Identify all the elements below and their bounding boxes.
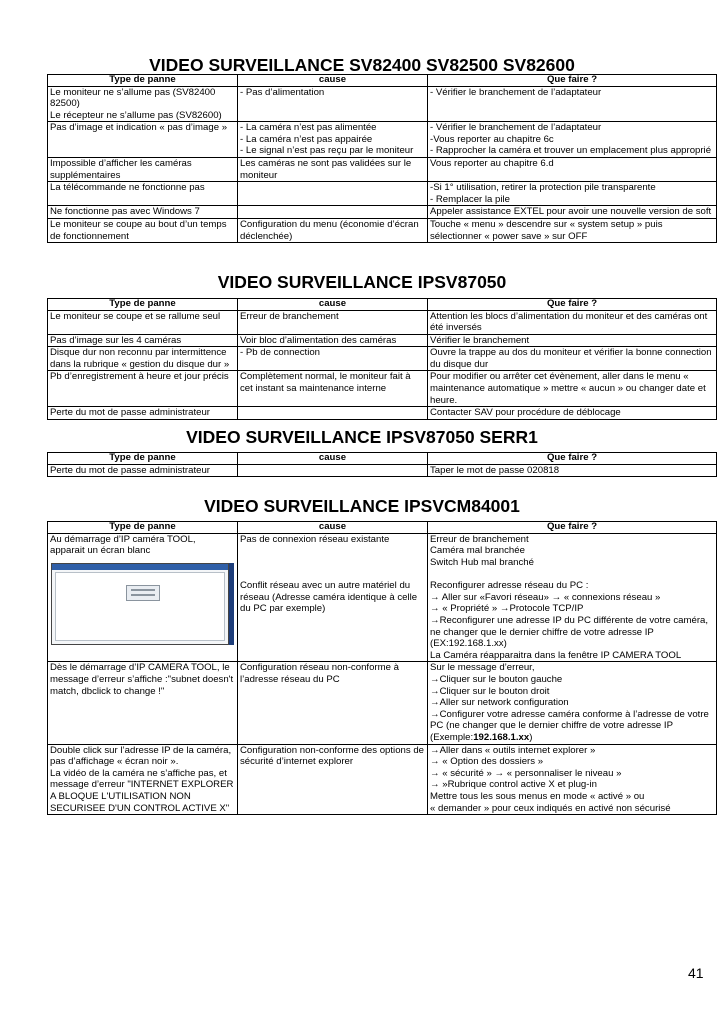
header-action: Que faire ? <box>428 453 717 465</box>
table-row <box>48 334 717 347</box>
cell-line: -Vous reporter au chapitre 6c <box>430 133 554 145</box>
table-row <box>48 158 717 182</box>
section-title-sv82400: VIDEO SURVEILLANCE SV82400 SV82500 SV82600 <box>149 55 575 75</box>
cell-line: La vidéo de la caméra ne s’affiche pas, et message d’erreur "INTERNET EXPLORER A BLOQUE L'UTILISATION NON SECURISEE D'UN CONTROL ACTIVE X" <box>50 767 234 814</box>
cell-line: La Caméra réapparaitra dans la fenêtre IP CAMERA TOOL <box>430 649 682 661</box>
action-cell <box>428 310 717 334</box>
cause-cell <box>238 219 428 243</box>
cell-line: Erreur de branchement <box>240 310 339 322</box>
ip-camera-tool-screenshot <box>51 563 229 645</box>
cell-line: - Remplacer la pile <box>430 193 510 205</box>
cause-cell <box>238 744 428 815</box>
cell-line: Complètement normal, le moniteur fait à cet instant sa maintenance interne <box>240 371 411 395</box>
header-cause: cause <box>238 522 428 534</box>
table-row <box>48 744 717 815</box>
section-title-ipsvcm84001: VIDEO SURVEILLANCE IPSVCM84001 <box>204 496 520 516</box>
cell-line: Pour modifier ou arrêter cet évènement, aller dans le menu « maintenance automatique » mettre « aucun » ou changer date et heure. <box>430 371 706 406</box>
cell-line: →Aller sur network configuration <box>430 697 569 709</box>
cell-line: Les caméras ne sont pas validées sur le moniteur <box>240 158 412 181</box>
table-row <box>48 206 717 219</box>
panne-cell <box>48 371 238 407</box>
cell-line: Reconfigurer adresse réseau du PC : <box>430 580 589 592</box>
cell-line: - Vérifier le branchement de l’adaptateur <box>430 122 602 134</box>
cell-line: Impossible d’afficher les caméras supplémentaires <box>50 158 192 181</box>
header-type: Type de panne <box>48 453 238 465</box>
cell-line: Le récepteur ne s’allume pas (SV82600) <box>50 109 222 121</box>
cell-line: Disque dur non reconnu par intermittence dans la rubrique « gestion du disque dur » <box>50 347 230 370</box>
cell-line: →Cliquer sur le bouton droit <box>430 685 550 697</box>
cause-cell <box>238 371 428 407</box>
cause-cell <box>238 347 428 371</box>
cell-line: Pas d’image sur les 4 caméras <box>50 334 182 346</box>
cause-cell <box>238 334 428 347</box>
table-header <box>48 75 717 87</box>
cell-line: Caméra mal branchée <box>430 545 525 557</box>
header-type: Type de panne <box>48 299 238 311</box>
panne-cell <box>48 407 238 420</box>
panne-cell <box>48 122 238 158</box>
cell-line: Vous reporter au chapitre 6.d <box>430 158 554 170</box>
cell-line: Double click sur l’adresse IP de la caméra, pas d’affichage « écran noir ». <box>50 744 232 768</box>
cell-line: → « sécurité » → « personnaliser le niveau » <box>430 767 622 779</box>
cell-line: Le moniteur ne s’allume pas (SV82400 82500) <box>50 86 216 110</box>
cell-line: Contacter SAV pour procédure de déblocage <box>430 407 621 419</box>
table-row <box>48 182 717 206</box>
table-row <box>48 371 717 407</box>
section-title-ipsv87050: VIDEO SURVEILLANCE IPSV87050 <box>217 272 507 292</box>
action-cell <box>428 464 717 477</box>
cell-line <box>240 465 425 477</box>
cell-line: Configuration non-conforme des options de sécurité d’internet explorer <box>240 744 424 768</box>
cell-line: Ne fonctionne pas avec Windows 7 <box>50 206 200 218</box>
cell-line: - La caméra n’est pas alimentée <box>240 122 377 134</box>
header-type: Type de panne <box>48 522 238 534</box>
action-cell <box>428 533 717 662</box>
cell-line: Sur le message d’erreur, <box>430 662 535 674</box>
cell-line: Perte du mot de passe administrateur <box>50 407 210 419</box>
cell-line: - Pb de connection <box>240 347 321 359</box>
table-row <box>48 407 717 420</box>
table-row <box>48 219 717 243</box>
cell-line: Switch Hub mal branché <box>430 556 534 568</box>
page-number: 41 <box>688 965 704 981</box>
cause-cell <box>238 533 428 662</box>
cell-line: Le moniteur se coupe et se rallume seul <box>50 310 221 322</box>
cell-line: Au démarrage d’IP caméra TOOL, <box>50 533 196 545</box>
cell-line: - La caméra n’est pas appairée <box>240 133 373 145</box>
cell-line: Vérifier le branchement <box>430 334 530 346</box>
cause-cell <box>238 158 428 182</box>
cell-line: → Aller sur «Favori réseau» → « connexions réseau » <box>430 591 661 603</box>
troubleshoot-table-ipsvcm84001 <box>47 521 717 815</box>
cell-line: Touche « menu » descendre sur « system setup » puis sélectionner « power save » sur OFF <box>430 219 663 242</box>
cell-line: - Vérifier le branchement de l’adaptateur <box>430 86 602 98</box>
action-cell <box>428 206 717 219</box>
troubleshoot-table-ipsv87050 <box>47 298 717 420</box>
cell-line: -Si 1° utilisation, retirer la protection pile transparente <box>430 182 656 194</box>
header-cause: cause <box>238 453 428 465</box>
cell-line: Appeler assistance EXTEL pour avoir une nouvelle version de soft <box>430 206 712 218</box>
cause-cell <box>238 310 428 334</box>
header-cause: cause <box>238 299 428 311</box>
table-header <box>48 453 717 465</box>
cell-line: Voir bloc d’alimentation des caméras <box>240 334 397 346</box>
action-cell <box>428 371 717 407</box>
panne-cell <box>48 86 238 122</box>
cell-line <box>240 407 425 419</box>
cell-line: Pas d’image et indication « pas d’image » <box>50 122 228 134</box>
cell-line: Dès le démarrage d’IP CAMERA TOOL, le message d’erreur s’affiche :"subnet doesn't match, dbclick to change !" <box>50 662 234 697</box>
action-cell <box>428 219 717 243</box>
panne-cell <box>48 464 238 477</box>
action-cell <box>428 744 717 815</box>
cause-cell <box>238 464 428 477</box>
panne-cell <box>48 533 238 662</box>
header-action: Que faire ? <box>428 522 717 534</box>
table-row <box>48 662 717 744</box>
action-cell <box>428 407 717 420</box>
cause-cell <box>238 86 428 122</box>
troubleshoot-table-sv82400 <box>47 74 717 243</box>
cause-cell <box>238 662 428 744</box>
panne-cell <box>48 334 238 347</box>
panne-cell <box>48 158 238 182</box>
table-row <box>48 86 717 122</box>
table-header <box>48 299 717 311</box>
header-action: Que faire ? <box>428 75 717 87</box>
example-ip: 192.168.1.xx <box>473 732 530 743</box>
cell-line: Configuration du menu (économie d’écran déclenchée) <box>240 219 419 242</box>
table-row <box>48 347 717 371</box>
panne-cell <box>48 310 238 334</box>
panne-cell <box>48 219 238 243</box>
troubleshoot-table-ipsv87050-serr1 <box>47 452 717 477</box>
cause-cell <box>238 182 428 206</box>
header-cause: cause <box>238 75 428 87</box>
action-cell <box>428 182 717 206</box>
cell-line: Taper le mot de passe 020818 <box>430 464 560 476</box>
action-cell <box>428 158 717 182</box>
cell-line: « demander » pour ceux indiqués en activé non sécurisé <box>430 802 671 814</box>
header-type: Type de panne <box>48 75 238 87</box>
action-cell <box>428 122 717 158</box>
cell-text: ) <box>529 732 533 743</box>
table-row <box>48 122 717 158</box>
cell-line: → « Propriété » →Protocole TCP/IP <box>430 603 584 615</box>
cell-line: - Le signal n’est pas reçu par le moniteur <box>240 145 414 157</box>
cell-line: Erreur de branchement <box>430 533 529 545</box>
cell-line <box>430 709 714 744</box>
cell-line: Conflit réseau avec un autre matériel du réseau (Adresse caméra identique à celle du PC par exemple) <box>240 580 418 615</box>
cell-line: Pb d’enregistrement à heure et jour précis <box>50 371 229 383</box>
cell-line: → « Option des dossiers » <box>430 756 544 768</box>
cell-line: Configuration réseau non-conforme à l’adresse réseau du PC <box>240 662 399 686</box>
cause-cell <box>238 122 428 158</box>
cell-line: - Rapprocher la caméra et trouver un emplacement plus approprié <box>430 145 712 157</box>
cell-line: apparait un écran blanc <box>50 545 151 557</box>
cause-cell <box>238 407 428 420</box>
section-title-ipsv87050-serr1: VIDEO SURVEILLANCE IPSV87050 SERR1 <box>186 427 538 447</box>
cell-line: Ouvre la trappe au dos du moniteur et vérifier la bonne connection du disque dur <box>430 347 712 370</box>
header-action: Que faire ? <box>428 299 717 311</box>
cause-cell <box>238 206 428 219</box>
cell-line: Mettre tous les sous menus en mode « activé » ou <box>430 790 645 802</box>
cell-line: La télécommande ne fonctionne pas <box>50 182 205 194</box>
action-cell <box>428 86 717 122</box>
cell-line: Perte du mot de passe administrateur <box>50 464 210 476</box>
cell-line: Le moniteur se coupe au bout d’un temps de fonctionnement <box>50 219 227 242</box>
cell-line: Pas de connexion réseau existante <box>240 533 390 545</box>
panne-cell <box>48 744 238 815</box>
cell-line: →Reconfigurer une adresse IP du PC différente de votre caméra, ne changer que le dernier chiffre de votre adresse IP (EX:192.168.1.xx) <box>430 615 709 650</box>
panne-cell <box>48 206 238 219</box>
panne-cell <box>48 182 238 206</box>
table-row <box>48 310 717 334</box>
action-cell <box>428 347 717 371</box>
table-row <box>48 464 717 477</box>
cell-line <box>240 206 425 218</box>
panne-cell <box>48 662 238 744</box>
table-row <box>48 533 717 662</box>
action-cell <box>428 334 717 347</box>
cell-line <box>240 182 425 194</box>
cell-line: → »Rubrique control active X et plug-in <box>430 779 597 791</box>
cell-line: →Aller dans « outils internet explorer » <box>430 744 596 756</box>
cell-line: - Pas d’alimentation <box>240 86 325 98</box>
panne-cell <box>48 347 238 371</box>
cell-line: →Cliquer sur le bouton gauche <box>430 674 563 686</box>
cell-line: Attention les blocs d’alimentation du moniteur et des caméras ont été inversés <box>430 310 708 334</box>
cell-text: →Configurer votre adresse caméra conforme à l’adresse de votre PC (ne changer que le dernier chiffre de votre adresse IP (Exemple: <box>430 708 709 743</box>
action-cell <box>428 662 717 744</box>
table-header <box>48 522 717 534</box>
